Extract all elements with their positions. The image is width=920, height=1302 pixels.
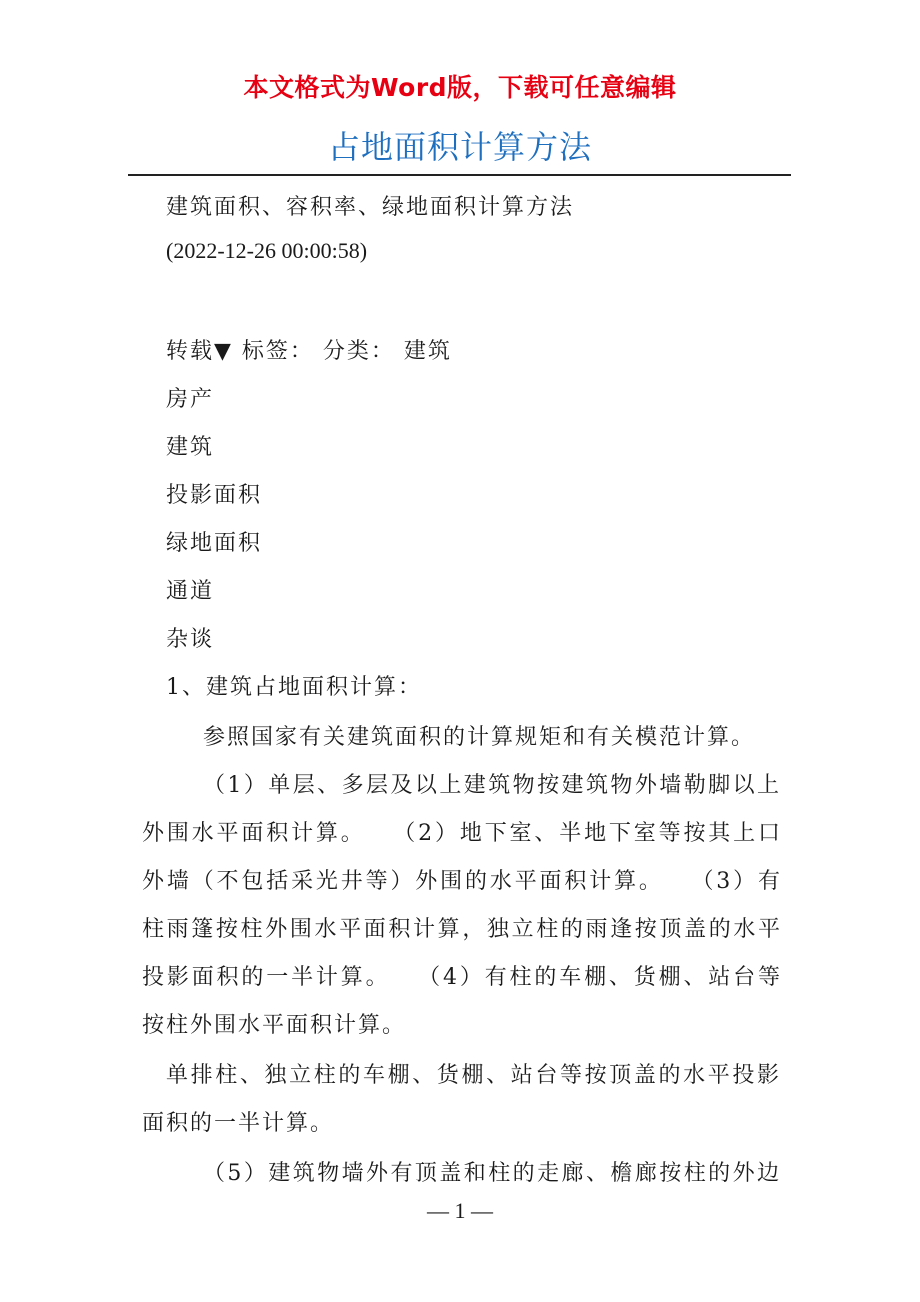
- intro-paragraph: 参照国家有关建筑面积的计算规矩和有关模范计算。: [203, 725, 756, 750]
- meta-line: 转载▼ 标签： 分类： 建筑: [166, 339, 452, 364]
- title-divider: [128, 174, 791, 176]
- tag-item: 通道: [166, 579, 215, 604]
- tag-item: 绿地面积: [166, 531, 263, 556]
- body-line: 单排柱、独立柱的车棚、货棚、站台等按顶盖的水平投影: [166, 1063, 781, 1088]
- timestamp: (2022-12-26 00:00:58): [166, 238, 368, 263]
- tag-item: 杂谈: [166, 627, 215, 652]
- document-title: 占地面积计算方法: [327, 128, 592, 166]
- download-banner: 本文格式为Word版，下载可任意编辑: [243, 73, 677, 102]
- body-line: 投影面积的一半计算。 （4）有柱的车棚、货棚、站台等: [142, 965, 782, 990]
- body-line: （1）单层、多层及以上建筑物按建筑物外墙勒脚以上: [203, 773, 781, 798]
- body-line: 柱雨篷按柱外围水平面积计算，独立柱的雨逢按顶盖的水平: [142, 917, 782, 942]
- body-line: 外墙（不包括采光井等）外围的水平面积计算。 （3）有: [142, 869, 782, 894]
- subtitle: 建筑面积、容积率、绿地面积计算方法: [166, 195, 575, 220]
- section-heading: 1、建筑占地面积计算：: [166, 675, 422, 700]
- tag-item: 房产: [166, 387, 215, 412]
- body-line: 外围水平面积计算。 （2）地下室、半地下室等按其上口: [142, 821, 782, 846]
- body-line: 面积的一半计算。: [142, 1111, 335, 1136]
- tag-item: 建筑: [166, 435, 215, 460]
- page-number: — 1 —: [427, 1198, 493, 1223]
- body-line: （5）建筑物墙外有顶盖和柱的走廊、檐廊按柱的外边: [203, 1161, 781, 1186]
- body-line: 按柱外围水平面积计算。: [142, 1013, 407, 1038]
- tag-item: 投影面积: [166, 483, 263, 508]
